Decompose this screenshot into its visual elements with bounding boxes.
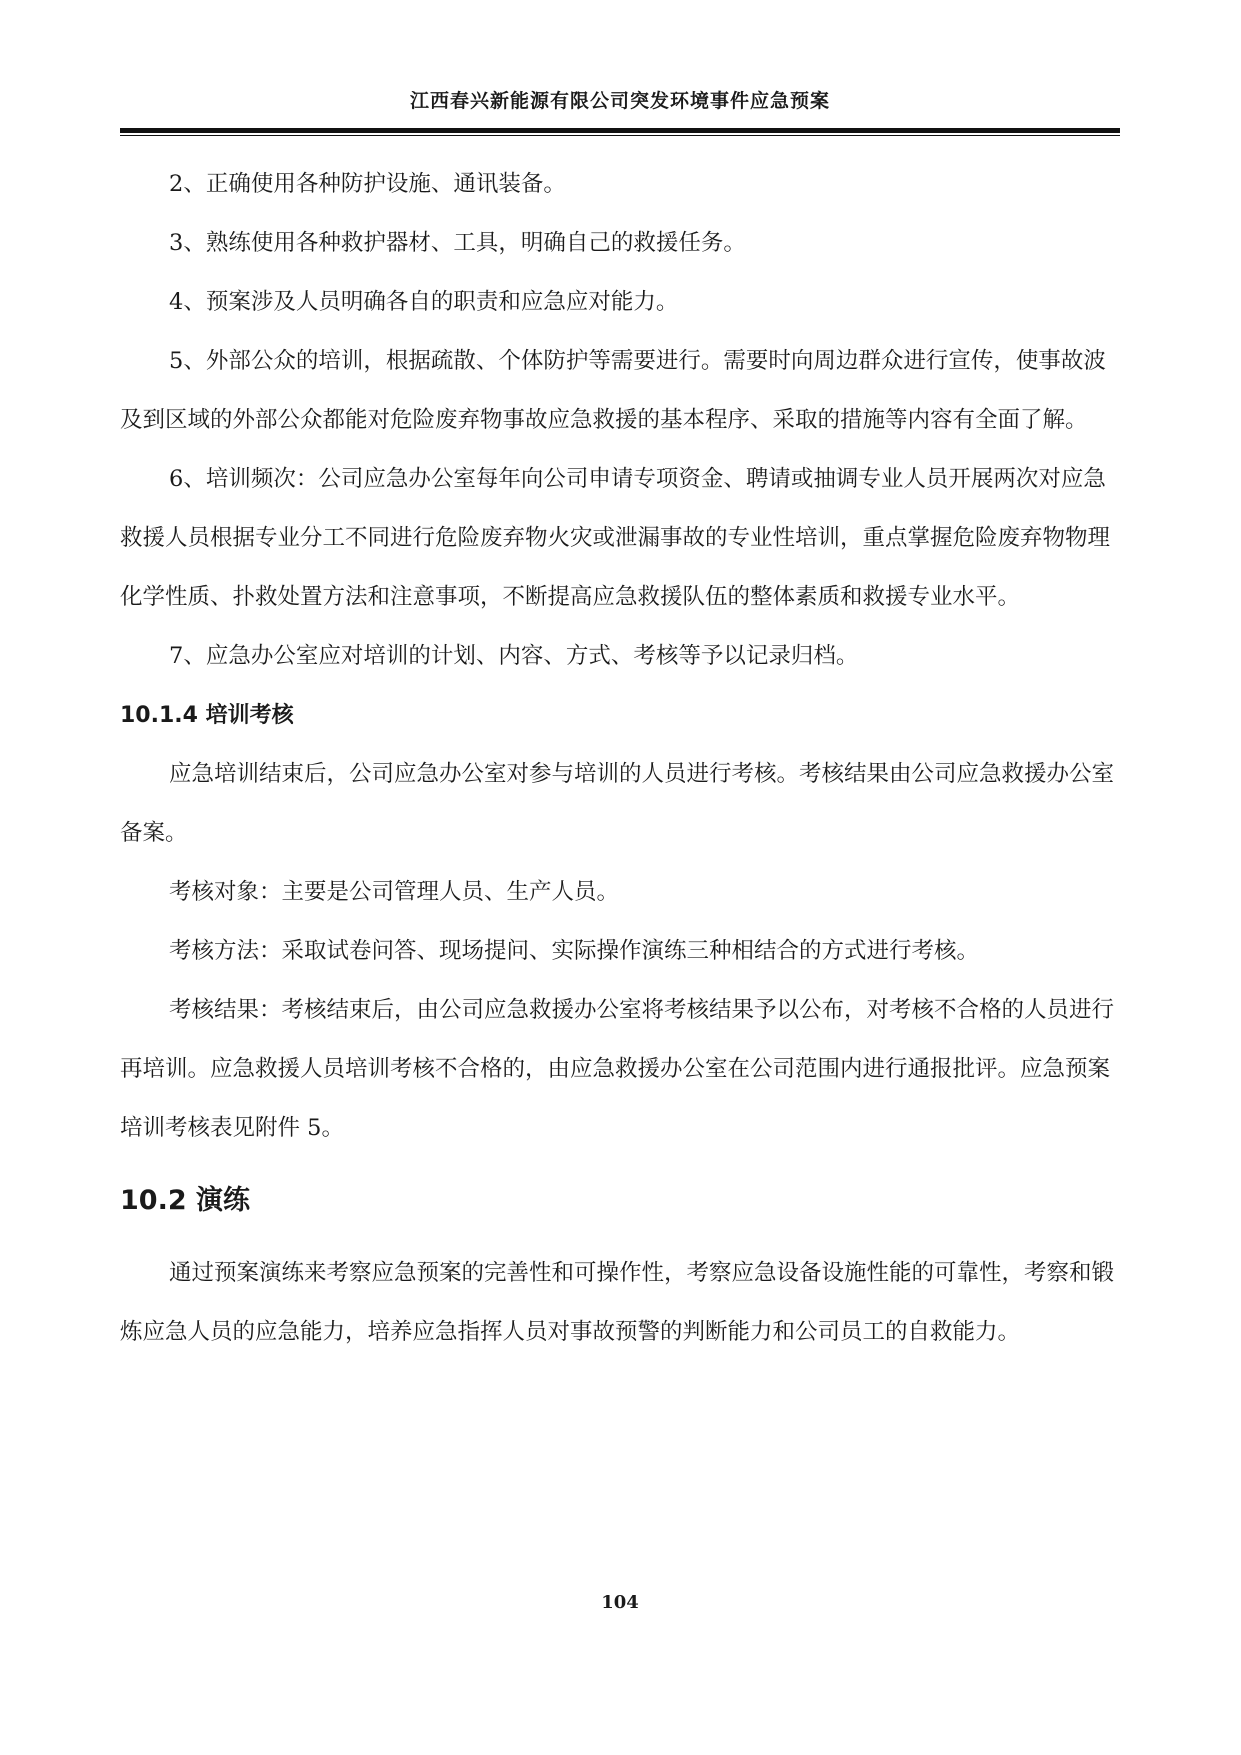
paragraph-assessment-method: 考核方法：采取试卷问答、现场提问、实际操作演练三种相结合的方式进行考核。 [169, 938, 980, 964]
page-number: 104 [601, 1592, 639, 1613]
paragraph-assessment-target: 考核对象：主要是公司管理人员、生产人员。 [169, 879, 620, 905]
paragraph-item-6: 6、培训频次：公司应急办公室每年向公司申请专项资金、聘请或抽调专业人员开展两次对应急救援人员根据专业分工不同进行危险废弃物火灾或泄漏事故的专业性培训，重点掌握危险废弃物物理化学性质、扑救处置方法和注意事项，不断提高应急救援队伍的整体素质和救援专业水平。 [120, 466, 1111, 610]
paragraph-item-3: 3、熟练使用各种救护器材、工具，明确自己的救援任务。 [169, 230, 746, 256]
document-header-title: 江西春兴新能源有限公司突发环境事件应急预案 [409, 90, 830, 112]
paragraph-assessment-intro: 应急培训结束后，公司应急办公室对参与培训的人员进行考核。考核结果由公司应急救援办公室备案。 [120, 761, 1115, 846]
paragraph-item-4: 4、预案涉及人员明确各自的职责和应急应对能力。 [169, 289, 679, 315]
paragraph-drill-intro: 通过预案演练来考察应急预案的完善性和可操作性，考察应急设备设施性能的可靠性，考察和锻炼应急人员的应急能力，培养应急指挥人员对事故预警的判断能力和公司员工的自救能力。 [120, 1260, 1115, 1345]
paragraph-item-5: 5、外部公众的培训，根据疏散、个体防护等需要进行。需要时向周边群众进行宣传，使事故波及到区域的外部公众都能对危险废弃物事故应急救援的基本程序、采取的措施等内容有全面了解。 [120, 348, 1106, 433]
paragraph-item-7: 7、应急办公室应对培训的计划、内容、方式、考核等予以记录归档。 [169, 643, 859, 669]
paragraph-assessment-result: 考核结果：考核结束后，由公司应急救援办公室将考核结果予以公布，对考核不合格的人员进行再培训。应急救援人员培训考核不合格的，由应急救援办公室在公司范围内进行通报批评。应急预案培训考核表见附件 5。 [120, 997, 1115, 1141]
header-rule-thin [120, 135, 1120, 136]
paragraph-item-2: 2、正确使用各种防护设施、通讯装备。 [169, 171, 566, 197]
page-content [120, 155, 1120, 1362]
section-heading-10-1-4: 10.1.4 培训考核 [120, 703, 294, 728]
section-heading-10-2: 10.2 演练 [120, 1185, 251, 1216]
header-rule-thick [120, 128, 1120, 133]
